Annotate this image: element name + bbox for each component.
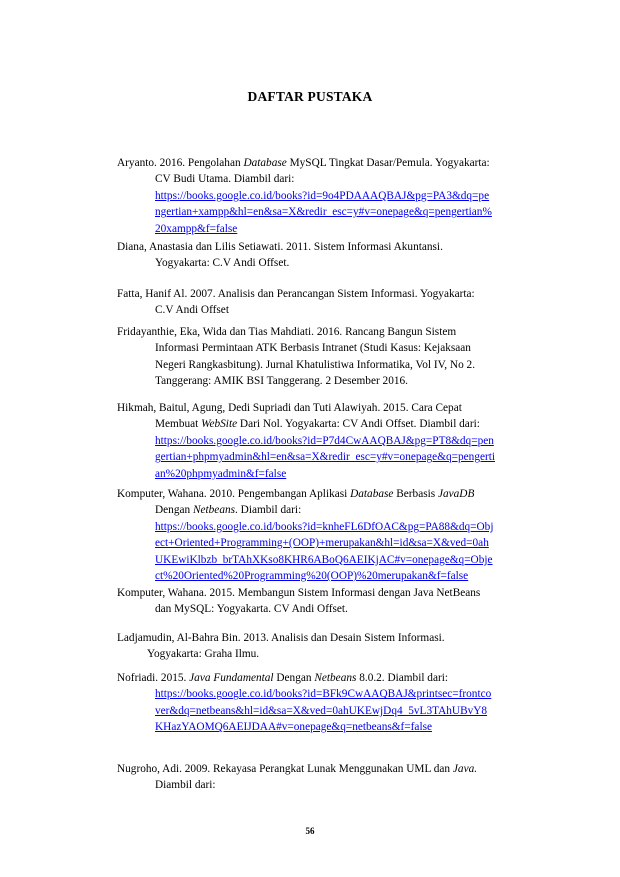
reference-link[interactable]: ct%20Oriented%20Programming%20(OOP)%20merupakan&f=false <box>155 570 469 583</box>
reference-entry <box>117 324 530 390</box>
reference-line: Diambil dari: <box>155 779 216 792</box>
reference-line: Komputer, Wahana. 2010. Pengembangan Aplikasi Database Berbasis JavaDB <box>117 488 475 500</box>
page-title: DAFTAR PUSTAKA <box>247 89 373 104</box>
reference-link[interactable]: gertian+phpmyadmin&hl=en&sa=X&redir_esc=y#v=onepage&q=pengerti <box>155 451 496 464</box>
reference-line: CV Budi Utama. Diambil dari: <box>155 173 295 186</box>
reference-link[interactable]: KHazYAOMQ6AEIJDAA#v=onepage&q=netbeans&f=false <box>155 721 432 734</box>
page-number: 56 <box>305 826 315 836</box>
reference-link[interactable]: ver&dq=netbeans&hl=id&sa=X&ved=0ahUKEwjDq4_5vL3TAhUBvY8 <box>155 704 488 717</box>
reference-line: Negeri Rangkasbitung). Jurnal Khatulistiwa Informatika, Vol IV, No 2. <box>155 358 476 371</box>
reference-line: dan MySQL: Yogyakarta. CV Andi Offset. <box>155 603 348 616</box>
reference-line: Ladjamudin, Al-Bahra Bin. 2013. Analisis dan Desain Sistem Informasi. <box>117 632 445 644</box>
reference-line: Informasi Permintaan ATK Berbasis Intranet (Studi Kasus: Kejaksaan <box>155 342 471 355</box>
reference-entry <box>117 400 530 482</box>
reference-entry <box>117 239 530 272</box>
reference-line: Hikmah, Baitul, Agung, Dedi Supriadi dan Tuti Alawiyah. 2015. Cara Cepat <box>117 402 462 414</box>
reference-entry <box>117 155 530 237</box>
reference-entry <box>117 630 530 663</box>
reference-link[interactable]: https://books.google.co.id/books?id=knheFL6DfOAC&pg=PA88&dq=Obj <box>155 520 494 533</box>
reference-line: Membuat WebSite Dari Nol. Yogyakarta: CV Andi Offset. Diambil dari: <box>155 418 480 431</box>
reference-link[interactable]: ect+Oriented+Programming+(OOP)+merupakan&hl=id&sa=X&ved=0ah <box>155 537 489 550</box>
reference-line: Yogyakarta: C.V Andi Offset. <box>155 257 290 270</box>
reference-line: Yogyakarta: Graha Ilmu. <box>147 648 260 661</box>
reference-entry <box>117 670 530 736</box>
reference-entry <box>117 761 530 794</box>
reference-line: Tanggerang: AMIK BSI Tanggerang. 2 Desember 2016. <box>155 375 408 388</box>
reference-link[interactable]: UKEwiKlbzb_brTAhXKso8KHR6ABoQ6AEIKjAC#v=onepage&q=Obje <box>155 553 493 566</box>
reference-line: Diana, Anastasia dan Lilis Setiawati. 2011. Sistem Informasi Akuntansi. <box>117 241 443 253</box>
reference-link[interactable]: an%20phpmyadmin&f=false <box>155 467 287 480</box>
reference-link[interactable]: ngertian+xampp&hl=en&sa=X&redir_esc=y#v=onepage&q=pengertian% <box>155 206 492 219</box>
reference-line: Dengan Netbeans. Diambil dari: <box>155 504 302 517</box>
reference-entry <box>117 486 530 584</box>
reference-link[interactable]: https://books.google.co.id/books?id=P7d4CwAAQBAJ&pg=PT8&dq=pen <box>155 434 494 447</box>
reference-line: Fatta, Hanif Al. 2007. Analisis dan Perancangan Sistem Informasi. Yogyakarta: <box>117 288 475 300</box>
reference-link[interactable]: 20xampp&f=false <box>155 222 238 235</box>
reference-entry <box>117 286 530 319</box>
reference-line: Komputer, Wahana. 2015. Membangun Sistem Informasi dengan Java NetBeans <box>117 587 481 599</box>
reference-entry <box>117 585 530 618</box>
reference-line: Nugroho, Adi. 2009. Rekayasa Perangkat Lunak Menggunakan UML dan Java. <box>117 763 478 775</box>
reference-line: C.V Andi Offset <box>155 304 229 317</box>
reference-line: Nofriadi. 2015. Java Fundamental Dengan Netbeans 8.0.2. Diambil dari: <box>117 672 449 684</box>
reference-link[interactable]: https://books.google.co.id/books?id=BFk9CwAAQBAJ&printsec=frontco <box>155 688 492 701</box>
reference-link[interactable]: https://books.google.co.id/books?id=9o4PDAAAQBAJ&pg=PA3&dq=pe <box>155 189 490 202</box>
reference-line: Fridayanthie, Eka, Wida dan Tias Mahdiati. 2016. Rancang Bangun Sistem <box>117 326 457 338</box>
reference-line: Aryanto. 2016. Pengolahan Database MySQL Tingkat Dasar/Pemula. Yogyakarta: <box>117 157 490 169</box>
